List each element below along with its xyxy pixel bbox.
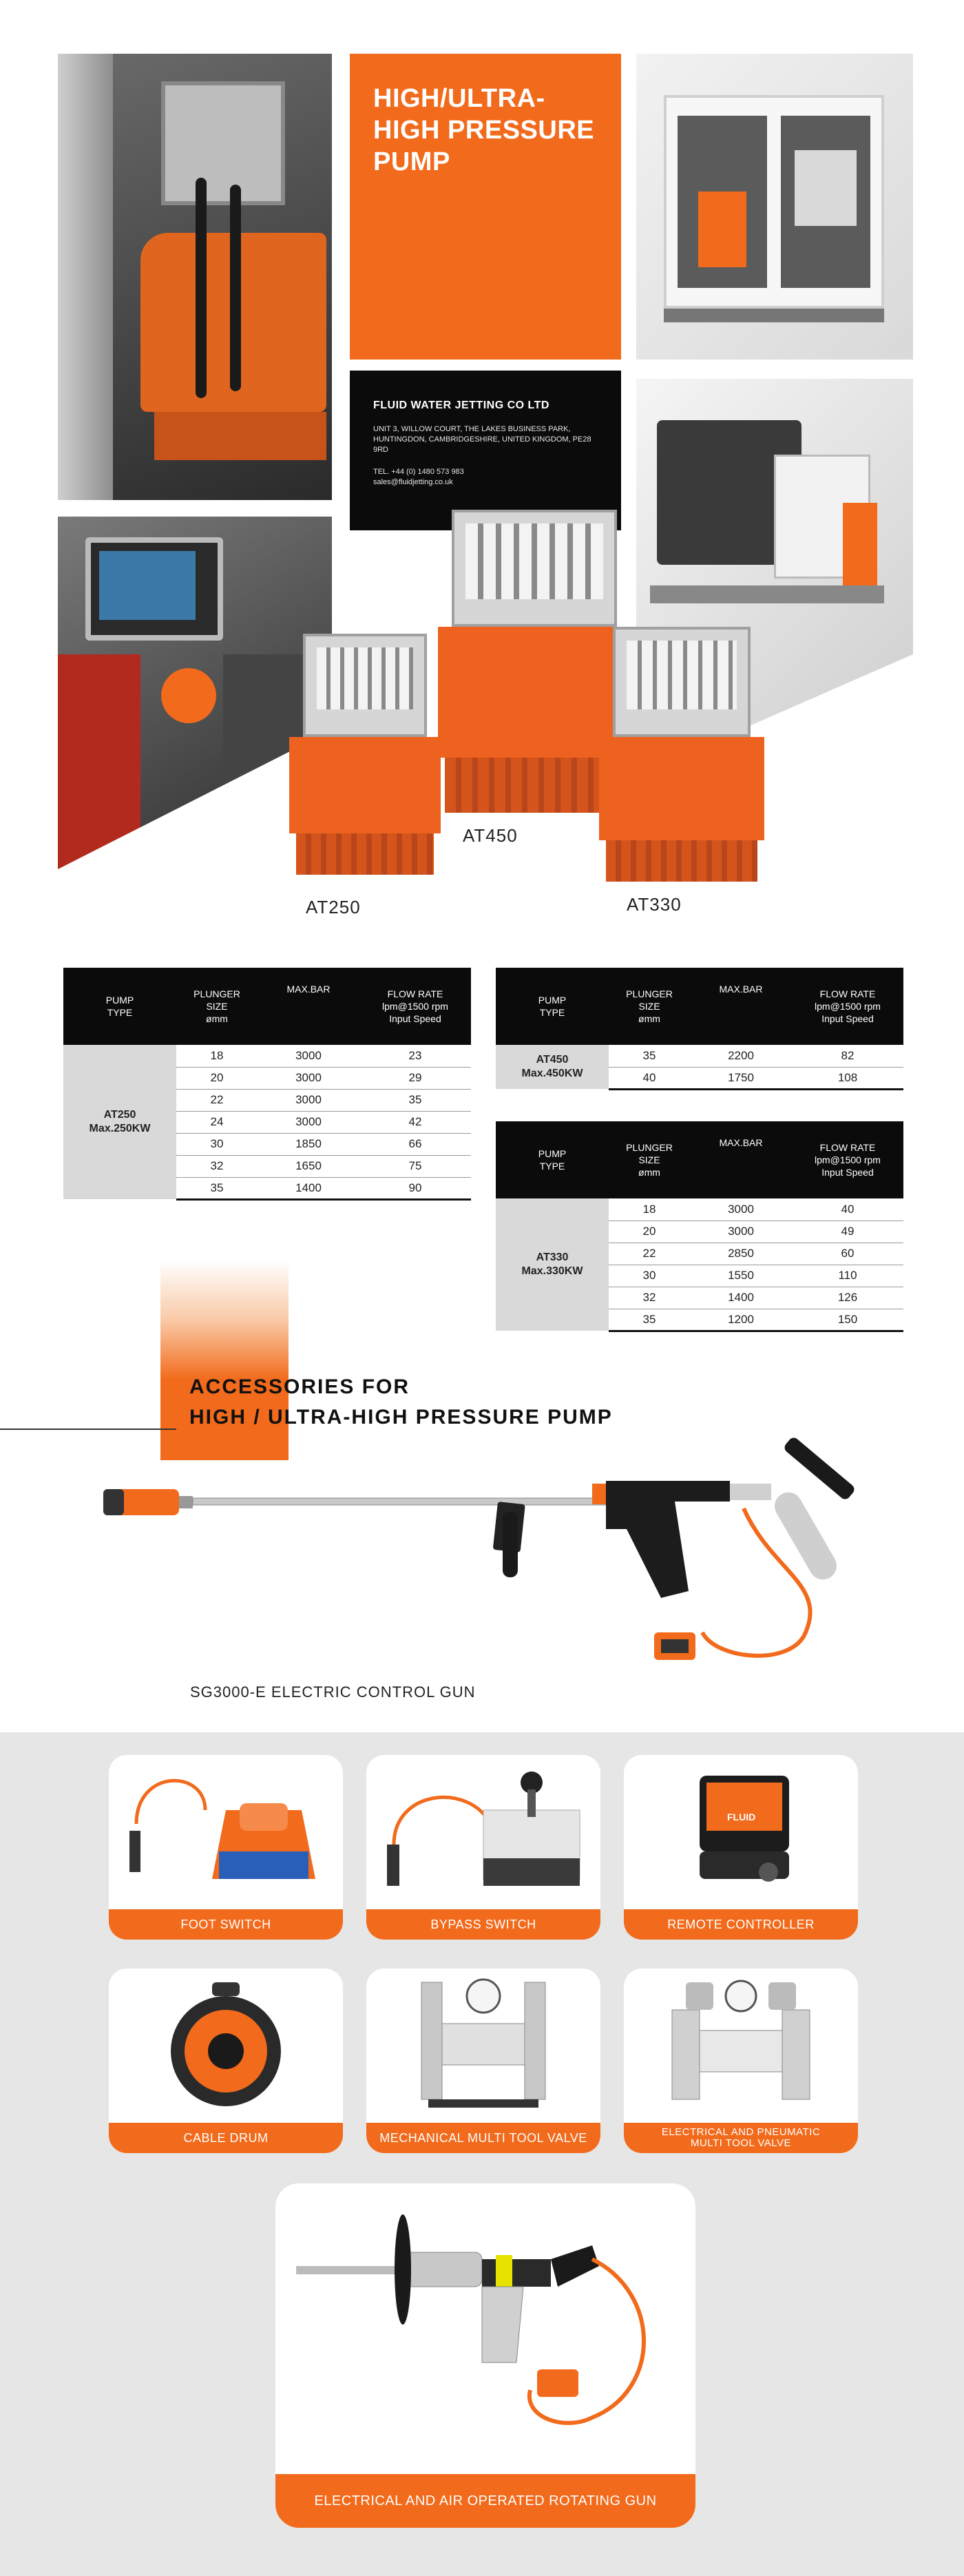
table-cell: 90 bbox=[359, 1177, 471, 1199]
cable-drum-icon bbox=[109, 1969, 343, 2123]
text-line: ømm bbox=[638, 1167, 660, 1178]
accessory-card-remote-controller[interactable] bbox=[624, 1755, 858, 1940]
remote-brand-label: FLUID bbox=[727, 1811, 756, 1822]
table-cell: 49 bbox=[792, 1221, 903, 1243]
company-name: FLUID WATER JETTING CO LTD bbox=[373, 399, 549, 411]
table-cell: 40 bbox=[792, 1198, 903, 1221]
accessory-card-mechanical-multi-tool-valve[interactable] bbox=[366, 1969, 600, 2153]
pump-at330-image bbox=[599, 627, 764, 889]
text-line: HIGH PRESSURE bbox=[373, 116, 595, 145]
table-cell: 40 bbox=[609, 1067, 690, 1089]
pump-label-at250: AT250 bbox=[306, 897, 361, 917]
bypass-switch-icon bbox=[366, 1755, 600, 1909]
text-line: ømm bbox=[638, 1013, 660, 1024]
col-plunger-size bbox=[176, 968, 258, 1045]
accessory-card-bypass-switch[interactable] bbox=[366, 1755, 600, 1940]
text-line: AT330 bbox=[536, 1251, 569, 1263]
table-cell: 75 bbox=[359, 1155, 471, 1177]
table-cell: 3000 bbox=[258, 1045, 359, 1067]
white-diagonal-shape-2 bbox=[0, 0, 964, 964]
table-cell: 32 bbox=[176, 1155, 258, 1177]
table-cell: 126 bbox=[792, 1287, 903, 1309]
sg3000-gun-image bbox=[0, 1433, 964, 1736]
table-cell: 35 bbox=[359, 1089, 471, 1111]
gun-caption: SG3000-E ELECTRIC CONTROL GUN bbox=[190, 1683, 476, 1701]
table-cell: 2200 bbox=[690, 1045, 792, 1067]
table-cell: 3000 bbox=[690, 1198, 792, 1221]
text-line: AT250 bbox=[103, 1109, 136, 1121]
text-line: lpm@1500 rpm bbox=[815, 1001, 881, 1012]
text-line: SIZE bbox=[638, 1001, 660, 1012]
text-line: HIGH / ULTRA-HIGH PRESSURE PUMP bbox=[189, 1406, 613, 1429]
pneumatic-valve-icon bbox=[624, 1969, 858, 2123]
table-row bbox=[496, 1045, 903, 1067]
accessories-title bbox=[189, 1372, 613, 1433]
table-cell: 110 bbox=[792, 1265, 903, 1287]
text-line: TYPE bbox=[539, 1007, 565, 1018]
text-line: lpm@1500 rpm bbox=[382, 1001, 448, 1012]
table-cell: 1550 bbox=[690, 1265, 792, 1287]
table-cell: 32 bbox=[609, 1287, 690, 1309]
card-label: FOOT SWITCH bbox=[109, 1909, 343, 1940]
company-address: UNIT 3, WILLOW COURT, THE LAKES BUSINESS PARK, HUNTINGDON, CAMBRIDGESHIRE, UNITED KINGDOM, PE28 9RD bbox=[373, 425, 591, 454]
pump-at250-image bbox=[289, 634, 441, 882]
table-cell: 150 bbox=[792, 1309, 903, 1331]
remote-controller-icon bbox=[624, 1755, 858, 1909]
accessory-card-electrical-pneumatic-valve[interactable] bbox=[624, 1969, 858, 2153]
text-line: PUMP bbox=[538, 1148, 567, 1159]
table-cell: 22 bbox=[176, 1089, 258, 1111]
card-label: MECHANICAL MULTI TOOL VALVE bbox=[366, 2123, 600, 2153]
table-cell: 1400 bbox=[690, 1287, 792, 1309]
spec-table-at250 bbox=[63, 968, 471, 1201]
accessories-rule bbox=[0, 1429, 176, 1430]
table-cell: 1400 bbox=[258, 1177, 359, 1199]
text-line: TYPE bbox=[107, 1007, 133, 1018]
text-line: HIGH/ULTRA- bbox=[373, 84, 545, 113]
table-cell: 3000 bbox=[258, 1067, 359, 1089]
text-line: PLUNGER bbox=[193, 988, 240, 999]
card-label: ELECTRICAL AND AIR OPERATED ROTATING GUN bbox=[275, 2474, 695, 2528]
text-line: Max.330KW bbox=[521, 1265, 583, 1277]
text-line: Max.250KW bbox=[89, 1123, 151, 1134]
table-cell: 1750 bbox=[690, 1067, 792, 1089]
accessory-card-rotating-gun[interactable] bbox=[275, 2183, 695, 2528]
table-cell: 35 bbox=[609, 1309, 690, 1331]
mechanical-valve-icon bbox=[366, 1969, 600, 2123]
card-label: BYPASS SWITCH bbox=[366, 1909, 600, 1940]
spec-table-at450: PUMP TYPE PLUNGER SIZE ømm MAX.BAR FLOW RATE lpm@1500 rpm Input Speed AT450 Max.450KW 35 2200 82 40 1750 108 bbox=[496, 968, 903, 1090]
text-line: TYPE bbox=[539, 1161, 565, 1172]
rotating-gun-icon bbox=[275, 2183, 695, 2473]
accessory-card-cable-drum[interactable] bbox=[109, 1969, 343, 2153]
table-cell: 22 bbox=[609, 1243, 690, 1265]
text-line: Input Speed bbox=[821, 1167, 874, 1178]
table-cell: 20 bbox=[176, 1067, 258, 1089]
col-pump-type bbox=[63, 968, 176, 1045]
table-cell: 24 bbox=[176, 1111, 258, 1133]
text-line: Input Speed bbox=[389, 1013, 441, 1024]
pump-label-at330: AT330 bbox=[627, 894, 682, 915]
text-line: ømm bbox=[206, 1013, 228, 1024]
text-line: ACCESSORIES FOR bbox=[189, 1375, 410, 1398]
table-cell: 1850 bbox=[258, 1133, 359, 1155]
table-cell: 35 bbox=[176, 1177, 258, 1199]
text-line: ELECTRICAL AND PNEUMATIC bbox=[661, 2126, 821, 2138]
table-cell: 29 bbox=[359, 1067, 471, 1089]
pump-type-cell bbox=[496, 1198, 609, 1331]
accessory-card-foot-switch[interactable] bbox=[109, 1755, 343, 1940]
table-cell: 30 bbox=[176, 1133, 258, 1155]
pump-type-cell bbox=[496, 1045, 609, 1089]
pump-type-cell bbox=[63, 1045, 176, 1199]
table-cell: 1650 bbox=[258, 1155, 359, 1177]
company-email: sales@fluidjetting.co.uk bbox=[373, 478, 453, 486]
text-line: MULTI TOOL VALVE bbox=[690, 2137, 792, 2149]
text-line: SIZE bbox=[638, 1154, 660, 1165]
text-line: SIZE bbox=[206, 1001, 228, 1012]
text-line: PLUNGER bbox=[626, 1142, 673, 1153]
table-cell: 18 bbox=[176, 1045, 258, 1067]
text-line: FLOW RATE bbox=[387, 988, 443, 999]
table-cell: 1200 bbox=[690, 1309, 792, 1331]
table-cell: 42 bbox=[359, 1111, 471, 1133]
text-line: lpm@1500 rpm bbox=[815, 1154, 881, 1165]
text-line: PLUNGER bbox=[626, 988, 673, 999]
table-cell: 2850 bbox=[690, 1243, 792, 1265]
table-cell: 82 bbox=[792, 1045, 903, 1067]
text-line: PUMP bbox=[373, 147, 450, 176]
table-row bbox=[496, 1198, 903, 1221]
spec-table-at330: PUMP TYPE PLUNGER SIZE ømm MAX.BAR FLOW RATE lpm@1500 rpm Input Speed AT330 Max.330KW 18 3000 40 20 3000 49 22 2850 60 30 1550 110 32 1400 126 35 1200 150 bbox=[496, 1121, 903, 1332]
text-line: PUMP bbox=[538, 995, 567, 1006]
table-cell: 60 bbox=[792, 1243, 903, 1265]
text-line: FLOW RATE bbox=[819, 988, 876, 999]
company-phone: TEL. +44 (0) 1480 573 983 bbox=[373, 468, 464, 476]
table-cell: 20 bbox=[609, 1221, 690, 1243]
text-line: Input Speed bbox=[821, 1013, 874, 1024]
table-cell: 30 bbox=[609, 1265, 690, 1287]
card-label: CABLE DRUM bbox=[109, 2123, 343, 2153]
table-cell: 66 bbox=[359, 1133, 471, 1155]
table-cell: 3000 bbox=[258, 1111, 359, 1133]
table-cell: 23 bbox=[359, 1045, 471, 1067]
col-max-bar: MAX.BAR bbox=[258, 968, 359, 1045]
table-cell: 108 bbox=[792, 1067, 903, 1089]
pump-label-at450: AT450 bbox=[463, 825, 518, 846]
table-cell: 18 bbox=[609, 1198, 690, 1221]
table-cell: 3000 bbox=[258, 1089, 359, 1111]
text-line: Max.450KW bbox=[521, 1068, 583, 1079]
table-cell: 35 bbox=[609, 1045, 690, 1067]
table-cell: 3000 bbox=[690, 1221, 792, 1243]
text-line: PUMP bbox=[105, 995, 134, 1006]
text-line: AT450 bbox=[536, 1054, 569, 1066]
col-flow-rate bbox=[359, 968, 471, 1045]
text-line: FLOW RATE bbox=[819, 1142, 876, 1153]
foot-switch-icon bbox=[109, 1755, 343, 1909]
table-row bbox=[63, 1045, 471, 1067]
card-label bbox=[624, 2123, 858, 2153]
card-label: REMOTE CONTROLLER bbox=[624, 1909, 858, 1940]
